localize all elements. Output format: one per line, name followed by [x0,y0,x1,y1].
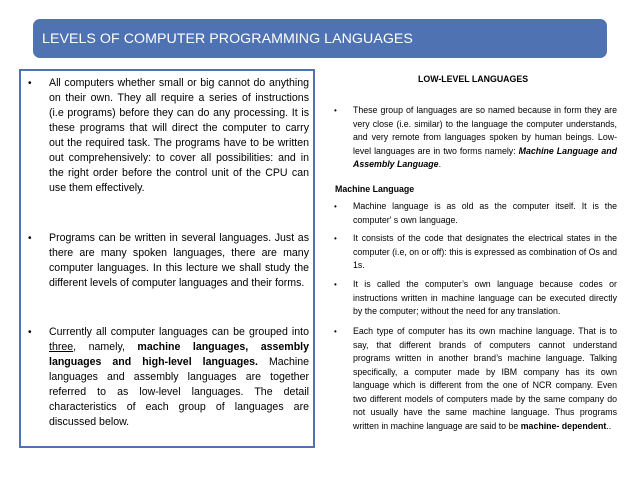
left-paragraph-1: • All computers whether small or big cannot do anything on their own. They all require a series of instructions (i.e programs) before they can do any processing. It is these programs that will direct the computer to carry out the required task. The programs have to be written out comprehensively: to cover all possibilities: and in the right order before the control unit of the CPU can use them effectively. [28,77,309,194]
language-groups: machine languages, assembly languages and high-level languages. [49,341,310,368]
underlined-three: three [49,341,74,353]
machine-dependent: machine- dependent [520,420,607,431]
left-text-box [19,69,315,448]
bullet-icon: • [28,233,32,244]
right-bullet-5: • Each type of computer has its own machine language. That is to say, that different brands of computers cannot understand programs written in another brand’s machine language. Talking specifically, a computer made by IBM company has its own language which is different from the one of NCR company. Even two different models of computers made by the same company do not usually have the same machine language. Thus programs written in machine language are said to be machine- dependent.. [334,326,617,431]
two-forms: Machine Language and Assembly Language [353,145,617,169]
right-bullet-1: • These group of languages are so named because in form they are very close (i.e. similar) to the language the computer understands, and very remote from languages spoken by human beings. Low-level languages are in two forms namely: Machine Language and Assembly Language. [334,105,617,169]
bullet-icon: • [334,327,337,336]
right-bullet-4: • It is called the computer’s own language because codes or instructions written in machine language can be executed directly by the computer; without the need for any translation. [334,279,617,316]
left-paragraph-2: • Programs can be written in several languages. Just as there are many spoken languages, there are many computer languages. In this lecture we shall study the different levels of computer languages and their forms. [28,232,309,289]
bullet-icon: • [28,78,32,89]
right-bullet-3: • It consists of the code that designates the electrical states in the computer (i.e, on or off): this is expressed as combination of Os and 1s. [334,233,617,270]
right-bullet-2: • Machine language is as old as the computer itself. It is the computer' s own language. [334,201,617,225]
machine-language-subheading: Machine Language [335,184,415,194]
bullet-icon: • [28,327,32,338]
bullet-icon: • [334,280,337,289]
bullet-icon: • [334,234,337,243]
left-paragraph-3: • Currently all computer languages can be grouped into three, namely, machine languages, assembly languages and high-level languages. Machine languages and assembly languages are together referred to as low-level languages. The detail characteristics of each group of languages are discussed below. [28,326,310,428]
bullet-icon: • [334,106,337,115]
title-banner [33,19,607,58]
bullet-icon: • [334,202,337,211]
low-level-heading: LOW-LEVEL LANGUAGES [418,74,529,84]
page-title: LEVELS OF COMPUTER PROGRAMMING LANGUAGES [42,30,413,47]
